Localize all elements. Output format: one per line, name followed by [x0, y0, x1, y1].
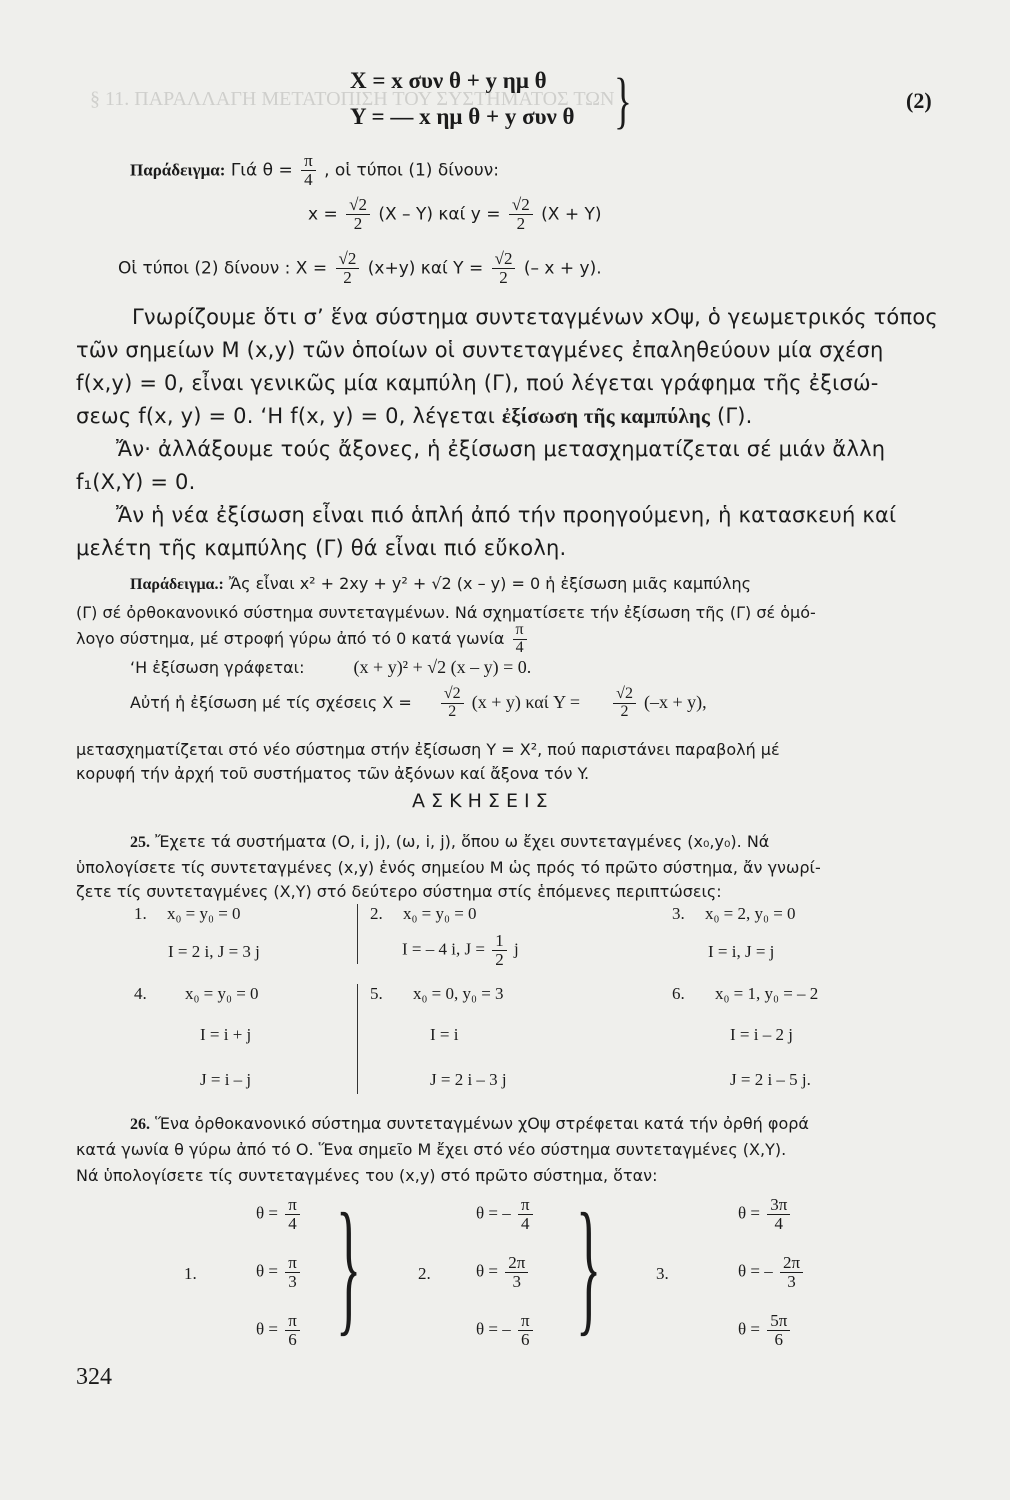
example2-line4-a: ‘Η ἐξίσωση γράφεται:: [130, 658, 305, 677]
example2-line-6: μετασχηματίζεται στό νέο σύστημα στήν ἐξίσωση Y = X², πού παριστάνει παραβολή μέ: [76, 740, 780, 759]
ex26-line-2: κατά γωνία θ γύρω ἀπό τό Ο. Ἕνα σημεῖο Μ ἔχει στό νέο σύστημα συντεταγμένες (X,Y).: [76, 1140, 787, 1159]
frac-den: 2: [499, 267, 508, 287]
frac-num: 2π: [505, 1254, 528, 1273]
example2-line-7: κορυφή τήν ἀρχή τοῦ συστήματος τῶν ἀξόνων καί ἄξονα τόν Y.: [76, 764, 590, 783]
fraction: [767, 1196, 790, 1233]
frac-den: 6: [521, 1329, 530, 1349]
fraction-sqrt2-2: [346, 196, 370, 233]
case-origin: x₀ = y₀ = 0: [167, 904, 241, 923]
frac-den: 2: [448, 702, 457, 720]
example2-line-1: [130, 574, 751, 594]
example2-line1-rest: Ἄς εἶναι x² + 2xy + y² + √2 (x – y) = 0 ἡ ἐξίσωση μιᾶς καμπύλης: [228, 574, 751, 593]
case-origin: x₀ = y₀ = 0: [185, 984, 259, 1003]
right-brace: }: [336, 1183, 362, 1349]
ex25-case-2: [370, 904, 477, 924]
ex25-case-5: [370, 984, 504, 1004]
example2-line4-b: (x + y)² + √2 (x – y) = 0.: [353, 657, 532, 677]
case-number: 5.: [370, 984, 383, 1003]
fraction-sqrt2-2: [441, 686, 464, 721]
ex26-group-2-value-3: [476, 1312, 536, 1349]
ex26-num: 26.: [130, 1116, 150, 1133]
theta-eq: θ =: [256, 1261, 278, 1281]
ex25-case-4-I: I = i + j: [200, 1025, 252, 1044]
frac-num: 3π: [767, 1196, 790, 1215]
case-origin: x₀ = 1, y₀ = – 2: [715, 984, 819, 1003]
ex25-case-6-I: I = i – 2 j: [730, 1025, 793, 1044]
theta-eq: θ =: [738, 1319, 760, 1339]
frac-num: √2: [441, 686, 464, 704]
ex25-case-2-vectors: [402, 932, 519, 969]
para1-line-3: f(x,y) = 0, εἶναι γενικῶς μία καμπύλη (Γ), πού λέγεται γράφημα τῆς ἐξισώ-: [76, 371, 879, 395]
example2-line5-a: Αὐτή ἡ ἐξίσωση μέ τίς σχέσεις X =: [130, 692, 412, 712]
frac-den: 3: [512, 1271, 522, 1291]
example1-text-b: , οἱ τύποι (1) δίνουν:: [324, 160, 499, 181]
ex26-group-3-value-1: [738, 1196, 793, 1233]
frac-num: π: [285, 1196, 300, 1215]
frac-num: π: [301, 152, 316, 171]
frac-num: √2: [613, 686, 636, 704]
eq-xy-mid: (x+y) καί Y =: [367, 258, 484, 279]
fraction-sqrt2-2: [613, 686, 636, 721]
case-number: 6.: [672, 984, 685, 1003]
frac-num: √2: [509, 196, 533, 215]
case-origin: x₀ = y₀ = 0: [403, 904, 477, 923]
example2-line-2: (Γ) σέ ὀρθοκανονικό σύστημα συντεταγμένων. Νά σχηματίσετε τήν ἐξίσωση τῆς (Γ) σέ ὁμό-: [76, 603, 816, 622]
ex25-line1-text: Ἔχετε τά συστήματα (Ο, i, j), (ω, i, j), ὅπου ω ἔχει συντεταγμένες (x₀,y₀). Νά: [155, 832, 770, 851]
case-number: 2.: [370, 904, 383, 923]
ex26-group-3-value-3: [738, 1312, 793, 1349]
para2-line-1: Ἄν· ἀλλάξουμε τούς ἄξονες, ἡ ἐξίσωση μετασχηματίζεται σέ μιάν ἄλλη: [116, 437, 886, 461]
case-origin: x₀ = 2, y₀ = 0: [705, 904, 796, 923]
ex26-group-1-value-3: [256, 1312, 303, 1349]
eq-x-y-from-XY: [308, 196, 602, 233]
para3-line-1: Ἄν ἡ νέα ἐξίσωση εἶναι πιό ἁπλή ἀπό τήν προηγούμενη, ἡ κατασκευή καί: [116, 503, 897, 527]
eq-x-tail: (X + Y): [541, 204, 602, 225]
ex25-case-6-J: J = 2 i – 5 j.: [730, 1070, 811, 1089]
example2-line-5: [130, 686, 707, 721]
ex26-group-2-number: 2.: [418, 1264, 431, 1283]
column-divider-2: [357, 984, 358, 1094]
eq-xy-lead: Οἱ τύποι (2) δίνουν : X =: [118, 258, 328, 279]
para1-line-1: Γνωρίζουμε ὅτι σ’ ἕνα σύστημα συντεταγμένων xΟψ, ὁ γεωμετρικός τόπος: [132, 305, 938, 329]
frac-num: π: [285, 1312, 300, 1331]
frac-den: 2: [495, 949, 504, 969]
frac-den: 3: [288, 1271, 297, 1291]
eq-xy-tail: (– x + y).: [523, 258, 602, 279]
eq-label: (2): [906, 88, 932, 113]
frac-den: 2: [516, 213, 526, 233]
ex25-case-5-I: I = i: [430, 1025, 459, 1044]
frac-num: √2: [492, 250, 516, 269]
case-number: 1.: [134, 904, 147, 923]
case-number: 3.: [672, 904, 685, 923]
eq-system-line-1: X = x συν θ + y ημ θ: [350, 68, 547, 93]
ex26-line1-text: Ἕνα ὀρθοκανονικό σύστημα συντεταγμένων χΟψ στρέφεται κατά τήν ὀρθή φορά: [155, 1114, 809, 1133]
eq-system-line-2: Y = — x ημ θ + y συν θ: [350, 104, 575, 129]
frac-num: π: [285, 1254, 300, 1273]
eq-XY-from-xy: [118, 250, 602, 287]
frac-den: 6: [288, 1329, 297, 1349]
fraction: [767, 1312, 790, 1349]
ex26-group-2-value-1: [476, 1196, 536, 1233]
case-vectors-tail: j: [513, 939, 519, 959]
eq-x-mid: (X – Y) καί y =: [378, 204, 501, 225]
frac-num: √2: [346, 196, 370, 215]
fraction-sqrt2-2: [336, 250, 360, 287]
frac-den: 4: [288, 1213, 297, 1233]
ex25-case-4: [134, 984, 259, 1004]
theta-eq: θ = –: [476, 1319, 511, 1339]
example1-line: [130, 152, 499, 189]
ex26-group-1-number: 1.: [184, 1264, 197, 1283]
ex25-case-3-vectors: I = i, J = j: [708, 942, 775, 961]
example2-line5-c: (–x + y),: [644, 691, 707, 712]
exercises-title: Α Σ Κ Η Σ Ε Ι Σ: [412, 790, 548, 812]
fraction: [518, 1312, 533, 1349]
frac-num: π: [518, 1196, 533, 1215]
theta-eq: θ = –: [738, 1261, 773, 1281]
case-vectors-text: I = – 4 i, J =: [402, 939, 485, 959]
ex25-case-1-vectors: I = 2 i, J = 3 j: [168, 942, 260, 961]
ex25-line-3: ζετε τίς συντεταγμένες (X,Y) στό δεύτερο σύστημα στίς ἑπόμενες περιπτώσεις:: [76, 882, 722, 901]
example1-text-a: Γιά θ =: [230, 160, 293, 181]
fraction: [780, 1254, 803, 1291]
fraction: [505, 1254, 528, 1291]
para2-line-2: f₁(X,Y) = 0.: [76, 470, 196, 494]
para3-line-2: μελέτη τῆς καμπύλης (Γ) θά εἶναι πιό εὔκολη.: [76, 536, 567, 560]
theta-eq: θ = –: [476, 1203, 511, 1223]
frac-den: 2: [343, 267, 352, 287]
ex25-num: 25.: [130, 834, 150, 851]
frac-den: 6: [774, 1329, 784, 1349]
fraction: [285, 1312, 300, 1349]
case-origin: x₀ = 0, y₀ = 3: [413, 984, 504, 1003]
frac-num: π: [513, 622, 527, 640]
column-divider-1: [357, 904, 358, 964]
fraction: [518, 1196, 533, 1233]
frac-num: 5π: [767, 1312, 790, 1331]
ex25-case-3: [672, 904, 796, 924]
fraction-sqrt2-2: [509, 196, 533, 233]
theta-eq: θ =: [476, 1261, 498, 1281]
ex25-case-5-J: J = 2 i – 3 j: [430, 1070, 507, 1089]
frac-den: 4: [515, 638, 524, 656]
ex26-group-3-number: 3.: [656, 1264, 669, 1283]
ex25-case-4-J: J = i – j: [200, 1070, 252, 1089]
theta-eq: θ =: [738, 1203, 760, 1223]
right-brace: }: [613, 67, 632, 135]
frac-den: 4: [521, 1213, 530, 1233]
ex25-line-2: ὑπολογίσετε τίς συντεταγμένες (x,y) ἑνός σημείου Μ ὡς πρός τό πρῶτο σύστημα, ἄν γνωρί-: [76, 858, 821, 877]
ex26-group-1-value-2: [256, 1254, 303, 1291]
case-number: 4.: [134, 984, 147, 1003]
example2-line-4: [130, 657, 531, 678]
ex25-line-1: [130, 832, 769, 852]
ex26-group-1-value-1: [256, 1196, 303, 1233]
fraction-pi-4: [301, 152, 316, 189]
para1-line-2: τῶν σημείων Μ (x,y) τῶν ὁποίων οἱ συντεταγμένες ἐπαληθεύουν μία σχέση: [76, 338, 884, 362]
fraction-1-2: [492, 932, 507, 969]
para1-last-b: (Γ).: [716, 404, 753, 428]
term-curve-equation: ἐξίσωση τῆς καμπύλης: [501, 404, 711, 428]
ex25-case-1: [134, 904, 241, 924]
fraction: [285, 1196, 300, 1233]
example2-head: Παράδειγμα.:: [130, 576, 224, 593]
ex25-case-6: [672, 984, 818, 1004]
frac-num: √2: [336, 250, 360, 269]
eq-x-lhs: x =: [308, 204, 338, 225]
ex26-group-3-value-2: [738, 1254, 806, 1291]
example2-line5-b: (x + y) καί Y =: [471, 691, 581, 712]
theta-eq: θ =: [256, 1203, 278, 1223]
frac-den: 2: [353, 213, 363, 233]
frac-den: 4: [304, 169, 313, 189]
example1-head: Παράδειγμα:: [130, 160, 226, 180]
bleed-through-text: § 11. ΠΑΡΑΛΛΑΓΗ ΜΕΤΑΤΟΠΙΣΗ ΤΟΥ ΣΥΣΤΗΜΑΤΟΣ ΤΩΝ: [90, 88, 615, 110]
ex26-group-2-value-2: [476, 1254, 531, 1291]
theta-eq: θ =: [256, 1319, 278, 1339]
frac-num: 1: [492, 932, 507, 951]
example2-line3-text: λογο σύστημα, μέ στροφή γύρω ἀπό τό 0 κατά γωνία: [76, 628, 505, 648]
fraction: [285, 1254, 300, 1291]
para1-line-4: [76, 404, 753, 429]
example2-line-3: [76, 622, 530, 657]
para1-last-a: σεως f(x, y) = 0. ‘Η f(x, y) = 0, λέγεται: [76, 404, 496, 428]
frac-den: 4: [774, 1213, 784, 1233]
ex26-line-1: [130, 1114, 809, 1134]
page-number: 324: [76, 1364, 112, 1390]
ex26-line-3: Νά ὑπολογίσετε τίς συντεταγμένες του (x,y) στό πρῶτο σύστημα, ὅταν:: [76, 1166, 658, 1185]
frac-den: 2: [620, 702, 629, 720]
frac-den: 3: [787, 1271, 796, 1291]
fraction-pi-4: [513, 622, 527, 657]
frac-num: π: [518, 1312, 533, 1331]
frac-num: 2π: [780, 1254, 803, 1273]
right-brace: }: [576, 1183, 602, 1349]
fraction-sqrt2-2: [492, 250, 516, 287]
